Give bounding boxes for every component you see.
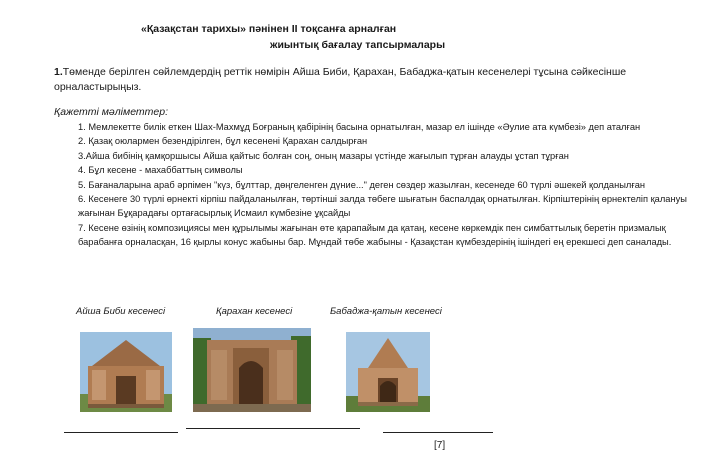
caption-karakhan: Қарахан кесенесі bbox=[216, 306, 293, 317]
facts-list bbox=[78, 120, 688, 250]
fact-item: 1. Мемлекетте билік еткен Шах-Махмұд Боғраның қабірінің басына орнатылған, мазар ел ішінде «Әулие ата күмбезі» деп аталған bbox=[78, 122, 641, 132]
aisha-bibi-photo bbox=[80, 332, 172, 412]
task-number: 1. bbox=[54, 66, 63, 78]
caption-aisha-bibi: Айша Биби кесенесі bbox=[76, 306, 166, 317]
task-text: Төменде берілген сөйлемдердің реттік нөмірін Айша Биби, Қарахан, Бабаджа-қатын кесенелері тұсына сәйкесінше орналастырыңыз. bbox=[54, 66, 627, 93]
caption-babaja-khatun: Бабаджа-қатын кесенесі bbox=[330, 306, 442, 317]
fact-item: 3.Айша бибінің қамқоршысы Айша қайтыс болған соң, оның мазары үстінде жағылып тұрған алауды ұстап тұрған bbox=[78, 150, 569, 161]
answer-line-babaja-khatun[interactable] bbox=[383, 432, 493, 433]
fact-item: 2. Қазақ оюлармен безендірілген, бұл кесенені Қарахан салдырған bbox=[78, 136, 368, 147]
babaja-khatun-photo bbox=[346, 332, 430, 412]
answer-line-karakhan[interactable] bbox=[186, 428, 360, 429]
answer-line-aisha-bibi[interactable] bbox=[64, 432, 178, 433]
fact-item: 5. Бағаналарына араб әрпімен "күз, бұлттар, дөңгеленген дүние..." деген сөздер жазылған, кесенеде 60 түрлі әшекей қолданылған bbox=[78, 179, 646, 190]
fact-item: 7. Кесене өзінің композициясы мен құрылымы жағынан өте қарапайым да қатаң, кесене көркемдік пен симбаттылық беретін призмалық барабанға орналасқан, 16 қырлы конус жабыны бар. Мұндай төбе жабыны - Қазақстан күмбездерінің ішіндегі ең ерекшесі деп саналады. bbox=[78, 222, 672, 248]
fact-item: 4. Бұл кесене - махаббаттың символы bbox=[78, 165, 243, 176]
score-mark: [7] bbox=[434, 440, 446, 451]
task-1 bbox=[54, 65, 644, 95]
karakhan-photo bbox=[193, 328, 311, 412]
fact-item: 6. Кесенеге 30 түрлі өрнекті кірпіш пайдаланылған, төртінші залда төбеге шығатын баспалдақ орнатылған. Кірпіштерінің өрнектеліп қалануы жағынан Бұқарадағы ортағасырлық Исмаил күмбезіне ұқсайды bbox=[78, 194, 687, 219]
document-title-line2: жиынтық бағалау тапсырмалары bbox=[270, 39, 446, 51]
document-title-line1: «Қазақстан тарихы» пәнінен ІІ тоқсанға арналған bbox=[141, 23, 397, 35]
facts-heading: Қажетті мәліметтер: bbox=[54, 106, 169, 118]
